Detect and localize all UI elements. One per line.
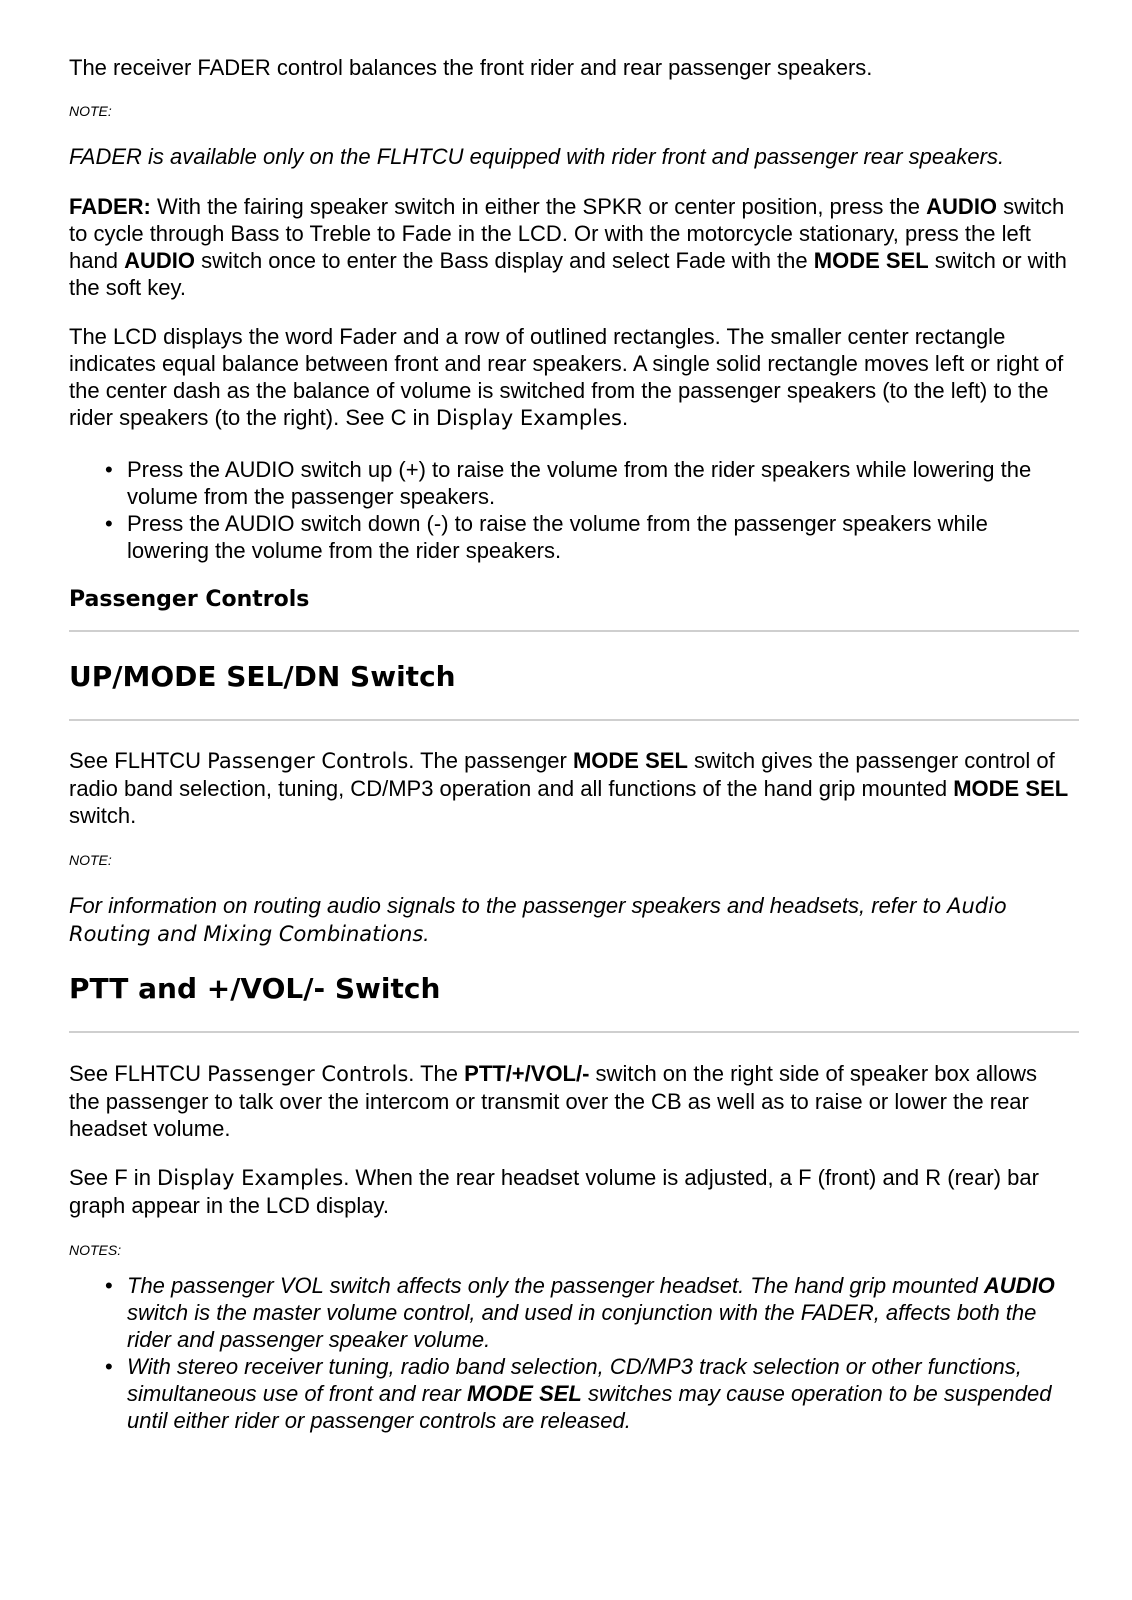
list-item: • Press the AUDIO switch down (-) to raise the volume from the passenger speakers while lowering the volume from the rider speakers. <box>105 511 988 563</box>
ptt-display-description: See F in Display Examples. When the rear headset volume is adjusted, a F (front) and R (rear) bar graph appear in the LCD display. <box>69 1165 1039 1218</box>
notes-label: NOTES: <box>69 1242 122 1258</box>
mode-sel-heading: UP/MODE SEL/DN Switch <box>69 660 456 693</box>
passenger-controls-link[interactable]: Passenger Controls <box>207 749 409 773</box>
ptt-notes-list <box>69 1272 1069 1434</box>
list-item: • With stereo receiver tuning, radio band selection, CD/MP3 track selection or other functions, simultaneous use of front and rear MODE SEL switches may cause operation to be suspended until either rider or passenger controls are released. <box>105 1354 1052 1433</box>
display-examples-link[interactable]: Display Examples <box>435 406 622 430</box>
divider <box>69 1031 1079 1033</box>
fader-note: FADER is available only on the FLHTCU equipped with rider front and passenger rear speakers. <box>69 144 1005 169</box>
fader-description: FADER: With the fairing speaker switch in either the SPKR or center position, press the AUDIO switch to cycle through Bass to Treble to Fade in the LCD. Or with the motorcycle stationary, press the left hand AUDIO switch once to enter the Bass display and select Fade with the MODE SEL switch or with the soft key. <box>69 194 1067 300</box>
mode-sel-description: See FLHTCU Passenger Controls. The passenger MODE SEL switch gives the passenger control of radio band selection, tuning, CD/MP3 operation and all functions of the hand grip mounted MODE SEL switch. <box>69 748 1069 828</box>
lcd-description: The LCD displays the word Fader and a row of outlined rectangles. The smaller center rectangle indicates equal balance between front and rear speakers. A single solid rectangle moves left or right of the center dash as the balance of volume is switched from the passenger speakers (to the left) to the rider speakers (to the right). See C in Display Examples. <box>69 324 1064 430</box>
mode-sel-note: For information on routing audio signals to the passenger speakers and headsets, refer to Audio Routing and Mixing Combinations. <box>69 893 1007 946</box>
note-label: NOTE: <box>69 852 112 868</box>
divider <box>69 719 1079 721</box>
fader-bullet-list <box>69 456 1069 564</box>
ptt-heading: PTT and +/VOL/- Switch <box>69 972 441 1005</box>
fader-intro: The receiver FADER control balances the front rider and rear passenger speakers. <box>69 55 873 80</box>
fader-label: FADER: <box>69 194 151 219</box>
list-item: • The passenger VOL switch affects only the passenger headset. The hand grip mounted AUDIO switch is the master volume control, and used in conjunction with the FADER, affects both the rider and passenger speaker volume. <box>105 1273 1055 1352</box>
divider <box>69 630 1079 632</box>
ptt-description: See FLHTCU Passenger Controls. The PTT/+/VOL/- switch on the right side of speaker box allows the passenger to talk over the intercom or transmit over the CB as well as to raise or lower the rear headset volume. <box>69 1061 1037 1141</box>
display-examples-link[interactable]: Display Examples <box>157 1166 344 1190</box>
note-label: NOTE: <box>69 103 112 119</box>
passenger-controls-heading: Passenger Controls <box>69 587 310 612</box>
audio-routing-link[interactable]: Audio Routing and Mixing Combinations <box>69 894 1007 946</box>
passenger-controls-link[interactable]: Passenger Controls <box>207 1062 409 1086</box>
list-item: • Press the AUDIO switch up (+) to raise the volume from the rider speakers while lowering the volume from the passenger speakers. <box>105 457 1032 509</box>
